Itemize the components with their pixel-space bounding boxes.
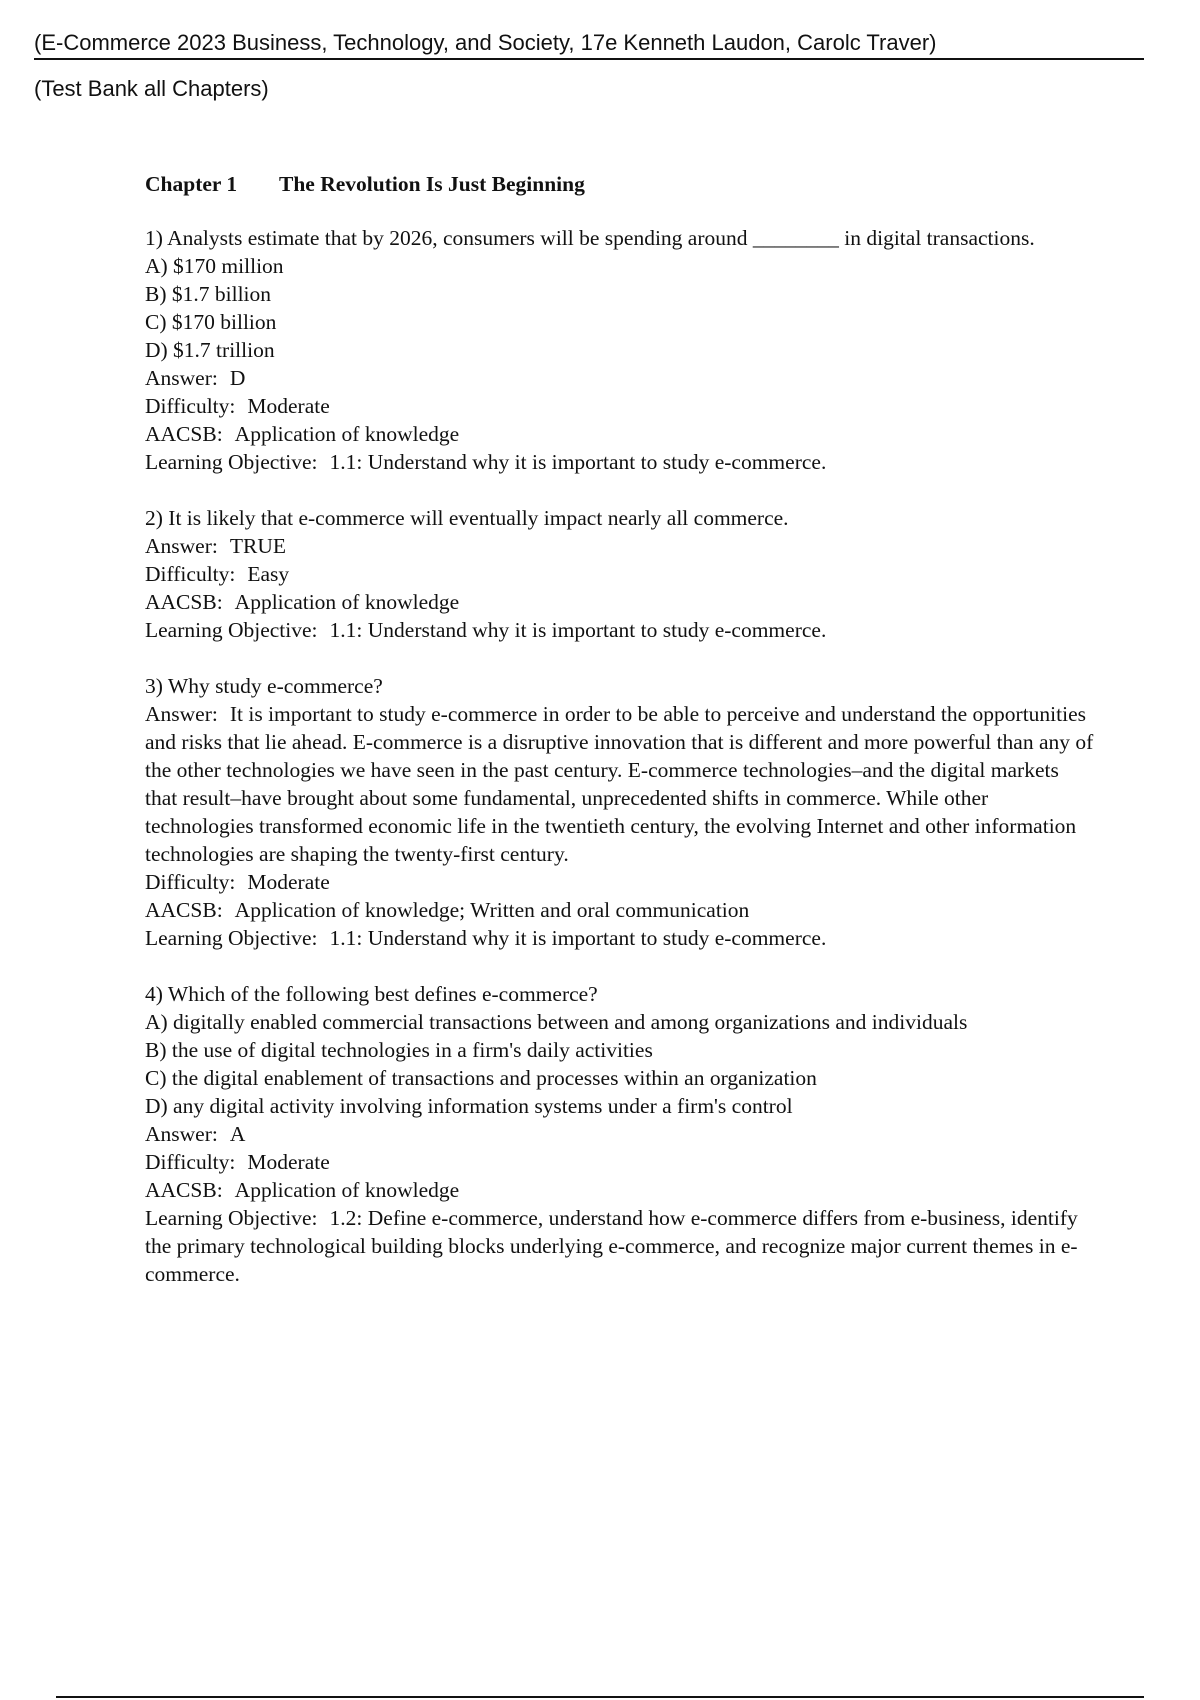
objective-label: Learning Objective: <box>145 926 318 950</box>
aacsb-value: Application of knowledge <box>234 422 460 446</box>
answer-value: It is important to study e-commerce in order to be able to perceive and understand the opportunities and risks that lie ahead. E-commerce is a disruptive innovation that is different and more powerful than any of the other technologies we have seen in the past century. E-commerce technologies–and the digital markets that result–have brought about some fundamental, unprecedented shifts in commerce. While other technologies transformed economic life in the twentieth century, the evolving Internet and other information technologies are shaping the twenty-first century. <box>145 702 1094 866</box>
aacsb-line <box>145 588 1095 616</box>
option: D) any digital activity involving information systems under a firm's control <box>145 1094 793 1118</box>
option: D) $1.7 trillion <box>145 338 275 362</box>
option: C) $170 billion <box>145 310 277 334</box>
objective-line <box>145 1204 1095 1288</box>
aacsb-label: AACSB: <box>145 422 223 446</box>
answer-label: Answer: <box>145 366 218 390</box>
objective-line <box>145 448 1095 476</box>
chapter-heading <box>145 170 1095 198</box>
difficulty-label: Difficulty: <box>145 394 236 418</box>
question-stem: 4) Which of the following best defines e-commerce? <box>145 982 598 1006</box>
difficulty-value: Moderate <box>247 1150 330 1174</box>
aacsb-line <box>145 1176 1095 1204</box>
document-header <box>34 28 1144 104</box>
difficulty-line <box>145 1148 1095 1176</box>
answer-line <box>145 532 1095 560</box>
answer-line <box>145 700 1095 868</box>
chapter-title: The Revolution Is Just Beginning <box>279 172 585 196</box>
difficulty-label: Difficulty: <box>145 562 236 586</box>
objective-line <box>145 616 1095 644</box>
aacsb-value: Application of knowledge <box>234 1178 460 1202</box>
objective-label: Learning Objective: <box>145 1206 318 1230</box>
option: B) $1.7 billion <box>145 282 272 306</box>
question-3 <box>145 672 1095 952</box>
aacsb-label: AACSB: <box>145 898 223 922</box>
question-4 <box>145 980 1095 1288</box>
objective-value: 1.2: Define e-commerce, understand how e-commerce differs from e-business, identify the primary technological building blocks underlying e-commerce, and recognize major current themes in e-commerce. <box>145 1206 1078 1286</box>
aacsb-label: AACSB: <box>145 1178 223 1202</box>
difficulty-value: Easy <box>247 562 290 586</box>
answer-label: Answer: <box>145 534 218 558</box>
answer-label: Answer: <box>145 702 218 726</box>
answer-line <box>145 364 1095 392</box>
answer-value: TRUE <box>229 534 286 558</box>
question-stem: 2) It is likely that e-commerce will eventually impact nearly all commerce. <box>145 506 789 530</box>
question-stem: 3) Why study e-commerce? <box>145 674 383 698</box>
answer-label: Answer: <box>145 1122 218 1146</box>
document-body <box>145 170 1095 1316</box>
question-2 <box>145 504 1095 644</box>
option: C) the digital enablement of transactions and processes within an organization <box>145 1066 817 1090</box>
difficulty-line <box>145 392 1095 420</box>
answer-line <box>145 1120 1095 1148</box>
aacsb-line <box>145 420 1095 448</box>
option: A) digitally enabled commercial transactions between and among organizations and individuals <box>145 1010 968 1034</box>
aacsb-value: Application of knowledge; Written and oral communication <box>234 898 750 922</box>
objective-line <box>145 924 1095 952</box>
difficulty-label: Difficulty: <box>145 870 236 894</box>
question-stem: 1) Analysts estimate that by 2026, consumers will be spending around ________ in digital transactions. <box>145 226 1035 250</box>
answer-value: D <box>229 366 246 390</box>
aacsb-value: Application of knowledge <box>234 590 460 614</box>
difficulty-value: Moderate <box>247 394 330 418</box>
objective-label: Learning Objective: <box>145 618 318 642</box>
difficulty-label: Difficulty: <box>145 1150 236 1174</box>
chapter-number: Chapter 1 <box>145 172 238 196</box>
difficulty-value: Moderate <box>247 870 330 894</box>
answer-value: A <box>229 1122 246 1146</box>
aacsb-line <box>145 896 1095 924</box>
option: B) the use of digital technologies in a firm's daily activities <box>145 1038 653 1062</box>
option: A) $170 million <box>145 254 284 278</box>
objective-value: 1.1: Understand why it is important to study e-commerce. <box>329 450 827 474</box>
question-1 <box>145 224 1095 476</box>
footer-divider <box>56 1696 1144 1698</box>
objective-value: 1.1: Understand why it is important to study e-commerce. <box>329 618 827 642</box>
aacsb-label: AACSB: <box>145 590 223 614</box>
objective-label: Learning Objective: <box>145 450 318 474</box>
difficulty-line <box>145 868 1095 896</box>
header-subtitle: (Test Bank all Chapters) <box>34 76 269 101</box>
difficulty-line <box>145 560 1095 588</box>
header-title: (E-Commerce 2023 Business, Technology, and Society, 17e Kenneth Laudon, Carolc Traver) <box>34 28 1144 60</box>
objective-value: 1.1: Understand why it is important to study e-commerce. <box>329 926 827 950</box>
